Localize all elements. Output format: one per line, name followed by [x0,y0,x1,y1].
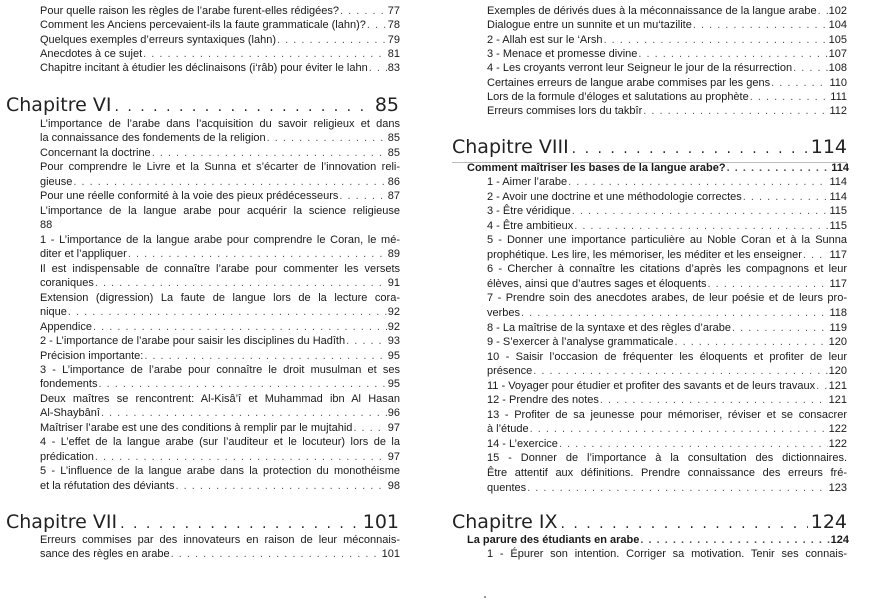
toc-entry[interactable] [40,363,400,377]
entry-text: 6 - Chercher à connaître les citations d’après les compagnons et leur [487,263,847,276]
entry-page: 97 [387,450,400,463]
page-mark [484,596,486,598]
entry-text: Être attentif aux définitions. Prendre connaissance des erreurs fré- [487,467,847,479]
dot-leader [521,306,828,320]
entry-text: Al-Shaybânî [40,407,100,420]
entry-text: Il est indispensable de connaître l’arabe pour commenter les versets [40,262,400,275]
entry-text: présence [487,365,533,378]
toc-entry[interactable] [487,321,847,335]
toc-entry[interactable] [487,547,847,561]
toc-subtitle[interactable] [467,161,849,175]
toc-entry[interactable] [40,547,400,561]
dot-leader [93,320,387,334]
entry-text: Maîtriser l’arabe est une des conditions à remplir par le mujtahid [40,421,353,434]
toc-entry[interactable] [487,393,847,407]
chapter-page: 101 [362,511,399,533]
dot-leader [816,379,827,393]
dot-leader [101,406,387,420]
entry-text: 8 - La maîtrise de la syntaxe et des règles d’arabe [487,321,731,334]
dot-leader [793,61,828,75]
toc-entry[interactable] [487,233,847,247]
dot-leader [604,33,828,47]
entry-page: 107 [828,48,847,61]
entry-page: 115 [829,205,847,218]
entry-text: prédication [40,450,94,463]
dot-leader [572,135,808,163]
entry-page: 114 [829,190,847,203]
chapter-heading[interactable] [452,133,847,161]
entry-text: Pour comprendre le Livre et la Sunna et s’écarter de l’innovation reli- [40,161,400,174]
dot-leader [771,76,828,90]
entry-page: 112 [829,105,847,118]
entry-page: 92 [387,320,400,333]
dot-leader [750,90,830,104]
dot-leader [643,104,828,118]
entry-text: diter et l’appliquer [40,248,127,261]
toc-entry[interactable] [40,392,400,406]
entry-text: 4 - Être ambitieux [487,219,574,232]
dot-leader [68,305,387,319]
entry-text: 1 - L’importance de la langue arabe pour comprendre le Coran, le mé- [40,233,400,246]
toc-entry[interactable] [40,175,400,189]
dot-leader [743,190,829,204]
entry-page: 79 [387,33,400,46]
chapter-title: Chapitre VIII [452,136,569,158]
entry-text: 15 - Donner de l’importance à la consultation des dictionnaires. [487,452,847,465]
dot-leader [95,276,387,290]
toc-entry[interactable] [40,450,400,464]
chapter-heading[interactable] [452,508,847,536]
entry-text: Certaines erreurs de langue arabe commises par les gens [487,76,771,89]
dot-leader [693,18,828,32]
chapter-heading[interactable] [6,508,399,536]
dot-leader [708,277,829,291]
dot-leader [572,204,829,218]
entry-text: nique [40,306,67,319]
entry-text: Deux maîtres se rencontrent: Al-Kisâ’î et Muhammad ibn Al Hasan [40,392,400,405]
toc-entry[interactable] [40,262,400,276]
entry-page: 101 [381,548,400,561]
toc-entry[interactable] [487,219,847,233]
entry-text: Concernant la doctrine [40,146,151,159]
toc-entry[interactable] [40,377,400,391]
toc-entry[interactable] [487,190,847,204]
dot-leader [339,189,386,203]
entry-text: 12 - Prendre des notes [487,394,599,407]
entry-page: 110 [829,76,847,89]
dot-leader [152,146,387,160]
toc-entry[interactable] [487,364,847,378]
chapter-page: 124 [810,511,847,533]
toc-entry[interactable] [40,320,400,334]
entry-page: 77 [387,5,400,17]
toc-entry[interactable] [487,47,847,61]
entry-page: 78 [387,19,400,32]
entry-page: 85 [387,146,400,159]
entry-text: Dialogue entre un sunnite et un mu‘tazilite [487,19,692,32]
dot-leader [559,437,828,451]
entry-text: quentes [487,481,527,494]
entry-text: 4 - L’effet de la langue arabe (sur l’auditeur et le locuteur) lors de la [40,436,400,449]
entry-page: 120 [828,336,847,349]
dot-leader [818,4,828,18]
toc-entry[interactable] [40,276,400,290]
entry-page: 87 [387,190,400,203]
entry-text: 2 - Allah est sur le ‘Arsh [487,33,603,46]
toc-entry[interactable] [487,408,847,422]
entry-page: 124 [830,534,849,546]
entry-text: 1 - Épurer son intention. Corriger sa motivation. Tenir ses connais- [487,548,847,560]
entry-page: 85 [387,132,400,145]
dot-leader [171,547,381,561]
entry-text: Chapitre incitant à étudier les déclinaisons (i‘râb) pour éviter le lahn [40,62,368,75]
entry-page: 89 [387,248,400,261]
entry-text: sance des règles en arabe [40,548,170,561]
toc-entry[interactable] [40,146,400,160]
entry-text: 88 [40,219,53,232]
dot-leader [638,47,827,61]
entry-text: 1 - Aimer l’arabe [487,176,568,188]
entry-text: 13 - Profiter de sa jeunesse pour mémoriser, réviser et se consacrer [487,408,847,421]
entry-text: 5 - Donner une importance particulière au Noble Coran et à la Sunna [487,234,847,247]
toc-entry[interactable] [487,76,847,90]
dot-leader [732,321,828,335]
toc-entry[interactable] [487,481,847,495]
dot-leader [143,47,387,61]
dot-leader [600,393,828,407]
entry-text: Pour quelle raison les règles de l’arabe furent-elles rédigées? [40,5,340,17]
entry-text: Exemples de dérivés dues à la méconnaissance de la langue arabe [487,5,817,17]
dot-leader [533,364,827,378]
dot-leader [277,33,387,47]
entry-text: 2 - L’importance de l’arabe pour saisir les disciplines du Hadîth [40,335,346,348]
dot-leader [527,481,827,495]
chapter-heading[interactable] [6,91,399,119]
toc-entry[interactable] [40,291,400,305]
entry-page: 114 [831,162,849,174]
entry-page: 122 [828,423,847,436]
toc-entry[interactable] [40,464,400,478]
toc-entry[interactable] [487,61,847,75]
entry-page: 114 [829,176,847,188]
entry-text: prophétique. Les lire, les mémoriser, les méditer et les enseigner [487,248,802,261]
entry-text: élèves, ainsi que d’autres sages et éloquents [487,277,707,290]
toc-entry[interactable] [40,61,400,75]
dot-leader [674,335,827,349]
entry-page: 121 [828,394,847,407]
entry-text: 5 - L’influence de la langue arabe dans la protection du monothéisme [40,465,400,478]
dot-leader [73,175,386,189]
toc-entry[interactable] [40,33,400,47]
chapter-page: 114 [810,136,847,158]
toc-entry[interactable] [40,479,400,493]
entry-text: coraniques [40,277,94,290]
entry-page: 123 [828,481,847,494]
toc-entry[interactable] [487,104,847,118]
entry-text: gieuse [40,175,73,188]
dot-leader [95,450,387,464]
toc-entry[interactable] [40,421,400,435]
entry-page: 105 [828,33,847,46]
dot-leader [727,161,831,175]
chapter-title: Chapitre VI [6,94,112,116]
toc-entry[interactable] [40,189,400,203]
entry-text: Appendice [40,320,92,333]
entry-page: 108 [828,62,847,75]
dot-leader [98,377,386,391]
entry-text: 11 - Voyager pour étudier et profiter des savants et de leurs travaux [487,379,816,392]
entry-page: 121 [828,379,847,392]
entry-text: 10 - Saisir l’occasion de fréquenter les éloquents et profiter de leur [487,350,847,363]
toc-entry[interactable] [487,350,847,364]
entry-page: 95 [387,378,400,391]
toc-entry[interactable] [40,349,400,363]
entry-text: 14 - L’exercice [487,437,558,450]
entry-page: 118 [829,306,847,319]
entry-page: 122 [828,437,847,450]
entry-text: L’importance de la langue arabe pour acquérir la science religieuse [40,204,400,217]
entry-page: 92 [387,306,400,319]
toc-entry[interactable] [487,306,847,320]
toc-entry[interactable] [487,466,847,480]
dot-leader [267,131,387,145]
entry-text: Comment maîtriser les bases de la langue arabe? [467,162,726,174]
entry-page: 119 [829,321,847,334]
entry-text: Quelques exemples d’erreurs syntaxiques (lahn) [40,33,277,46]
toc-entry[interactable] [40,18,400,32]
toc-entry[interactable] [487,422,847,436]
entry-text: et la réfutation des déviants [40,479,175,492]
entry-page: 83 [387,62,400,75]
toc-entry[interactable] [487,437,847,451]
entry-text: la connaissance des fondements de la religion [40,132,266,145]
entry-page: 96 [387,407,400,420]
entry-page: 91 [387,277,400,290]
dot-leader [574,219,828,233]
entry-page: 120 [828,365,847,378]
dot-leader [369,61,387,75]
entry-text: à l’étude [487,423,529,436]
entry-text: 9 - S’exercer à l’analyse grammaticale [487,336,674,349]
entry-page: 117 [829,248,847,261]
toc-entry[interactable] [487,248,847,262]
toc-entry[interactable] [40,435,400,449]
entry-text: La parure des étudiants en arabe [467,534,640,546]
toc-entry[interactable] [40,47,400,61]
toc-entry[interactable] [487,277,847,291]
entry-text: Extension (digression) La faute de langue lors de la lecture cora- [40,291,400,304]
chapter-page: 85 [374,94,399,116]
entry-text: L’importance de l’arabe dans l’acquisition du savoir religieux et dans [40,118,400,130]
dot-leader [120,510,360,538]
dot-leader [144,349,386,363]
entry-text: verbes [487,306,521,319]
entry-text: Précision importante: [40,349,144,362]
toc-entry[interactable] [40,305,400,319]
toc-entry[interactable] [487,262,847,276]
entry-text: 3 - L’importance de l’arabe pour connaître le droit musulman et ses [40,363,400,376]
entry-page: 111 [830,91,847,104]
toc-entry[interactable] [487,204,847,218]
entry-page: 104 [828,19,847,32]
entry-text: Comment les Anciens percevaient-ils la faute grammaticale (lahn)? [40,19,366,32]
entry-page: 98 [387,479,400,492]
entry-text: 7 - Prendre soin des anecdotes arabes, de leur poésie et de leurs pro- [487,292,847,305]
entry-text: fondements [40,378,98,391]
entry-page: 117 [829,277,847,290]
dot-leader [176,479,387,493]
dot-leader [530,422,828,436]
dot-leader [353,421,386,435]
entry-page: 102 [828,5,847,17]
dot-leader [346,334,387,348]
dot-leader [340,4,387,18]
toc-entry[interactable] [40,406,400,420]
dot-leader [128,247,387,261]
toc-entry[interactable] [487,90,847,104]
chapter-title: Chapitre IX [452,511,558,533]
entry-text: 4 - Les croyants verront leur Seigneur le jour de la résurrection [487,62,793,75]
entry-page: 115 [829,219,847,232]
chapter-title: Chapitre VII [6,511,118,533]
toc-entry[interactable] [487,18,847,32]
entry-page: 81 [387,48,400,61]
entry-text: 3 - Être véridique [487,205,571,218]
dot-leader [803,248,829,262]
entry-page: 97 [387,421,400,434]
toc-entry[interactable] [40,131,400,145]
entry-text: 2 - Avoir une doctrine et une méthodologie correctes [487,190,742,203]
toc-entry[interactable] [40,334,400,348]
toc-entry[interactable] [487,451,847,465]
entry-text: Pour une réelle conformité à la voie des pieux prédécesseurs [40,190,339,203]
entry-text: Lors de la formule d’éloges et salutations au prophète [487,91,749,104]
toc-entry[interactable] [487,175,847,189]
dot-leader [568,175,828,189]
toc-entry[interactable] [40,4,400,18]
toc-entry[interactable] [40,247,400,261]
dot-leader [114,93,371,121]
toc-entry[interactable] [40,218,400,232]
entry-page: 93 [387,335,400,348]
toc-entry[interactable] [487,4,847,18]
toc-entry[interactable] [40,160,400,174]
entry-text: Erreurs commises par des innovateurs en raison de leur méconnais- [40,534,400,546]
toc-entry[interactable] [487,291,847,305]
toc-entry[interactable] [40,233,400,247]
entry-text: 3 - Menace et promesse divine [487,48,638,61]
entry-page: 95 [387,349,400,362]
toc-entry[interactable] [40,204,400,218]
entry-text: Erreurs commises lors du takbîr [487,105,643,118]
entry-page: 86 [387,175,400,188]
toc-entry[interactable] [487,33,847,47]
dot-leader [367,18,387,32]
toc-entry[interactable] [487,379,847,393]
toc-entry[interactable] [487,335,847,349]
dot-leader [560,510,807,538]
entry-text: Anecdotes à ce sujet [40,48,143,61]
